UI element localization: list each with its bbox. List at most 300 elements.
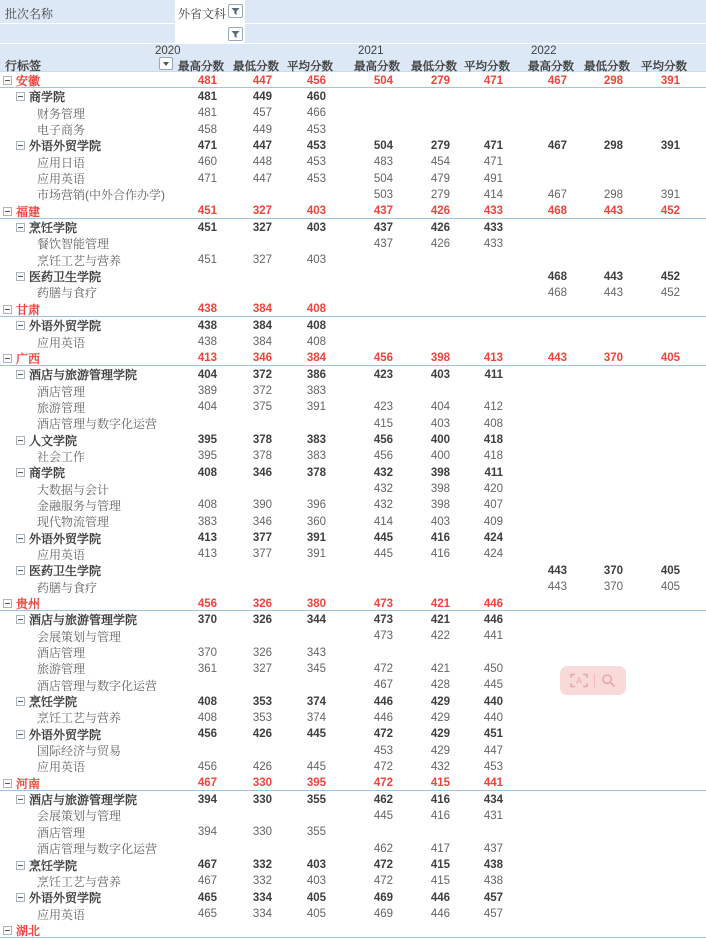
row-label: 广西 [16,351,41,366]
value-cell: 414 [373,515,393,528]
value-cell: 327 [252,205,272,218]
value-cell: 471 [483,156,503,169]
row-label: 商学院 [29,90,66,105]
table-row [0,628,706,644]
table-row [0,497,706,513]
row-label-cell [0,170,175,187]
value-cell: 383 [306,434,326,447]
collapse-icon[interactable] [3,926,12,935]
table-row [0,154,706,170]
value-cell: 374 [306,695,326,708]
value-cell: 411 [484,368,503,381]
row-label-cell [0,595,175,612]
value-cell: 378 [306,466,326,479]
search-button[interactable] [601,673,616,688]
table-row [0,824,706,840]
collapse-icon[interactable] [16,615,25,624]
value-cell: 426 [430,205,450,218]
value-cell: 447 [252,139,272,152]
row-label-cell [0,628,175,645]
row-label: 商学院 [29,466,66,481]
value-cell: 409 [483,515,503,528]
value-cell: 405 [660,581,680,594]
value-cell: 432 [373,466,393,479]
value-cell: 453 [306,172,326,185]
value-cell: 298 [603,188,623,201]
table-row [0,284,706,300]
row-label: 应用英语 [37,335,86,350]
value-cell: 460 [197,156,217,169]
value-cell: 417 [430,842,450,855]
table-row [0,791,706,807]
table-row [0,644,706,660]
value-cell: 422 [430,630,450,643]
measure-header: 最高分数 [354,60,400,73]
row-label: 福建 [16,204,41,219]
value-cell: 429 [430,728,450,741]
collapse-icon[interactable] [16,92,25,101]
table-row [0,513,706,529]
row-label-cell [0,186,175,203]
value-cell: 355 [306,793,326,806]
measure-header: 最低分数 [411,60,457,73]
value-cell: 457 [483,908,503,921]
value-cell: 403 [430,417,450,430]
row-label-cell [0,383,175,400]
row-label-cell [0,105,175,122]
value-cell: 437 [373,237,393,250]
value-cell: 432 [373,483,393,496]
value-cell: 408 [306,336,326,348]
row-label: 财务管理 [37,106,86,121]
value-cell: 446 [430,908,450,921]
value-cell: 424 [483,532,503,545]
value-cell: 395 [197,450,217,463]
value-cell: 467 [197,875,217,888]
row-labels-filter-button[interactable] [159,57,173,70]
value-cell: 437 [373,221,393,234]
value-cell: 408 [483,417,503,430]
collapse-icon[interactable] [16,436,25,445]
collapse-icon[interactable] [16,795,25,804]
row-label: 会展策划与管理 [37,809,122,824]
value-cell: 403 [306,859,326,871]
value-cell: 398 [430,466,450,479]
table-row [0,186,706,202]
value-cell: 418 [483,450,503,463]
row-label-cell [0,791,175,808]
value-cell: 445 [306,728,326,741]
row-label-cell [0,906,175,923]
value-cell: 411 [484,466,503,479]
value-cell: 472 [373,760,393,773]
value-cell: 370 [197,613,217,626]
value-cell: 389 [197,385,217,398]
row-label-cell [0,350,175,367]
value-cell: 453 [373,744,393,757]
value-cell: 429 [430,695,450,708]
value-cell: 416 [430,532,450,545]
value-cell: 403 [430,368,450,381]
collapse-icon[interactable] [16,730,25,739]
value-cell: 426 [252,728,272,741]
collapse-icon[interactable] [3,207,12,216]
row-label-cell [0,726,175,743]
value-cell: 447 [483,744,503,757]
value-cell: 279 [430,188,450,201]
row-label-cell [0,219,175,236]
value-cell: 405 [306,891,326,904]
value-cell: 438 [483,859,503,871]
value-cell: 383 [197,515,217,528]
chevron-down-icon [163,62,169,66]
measure-header: 平均分数 [641,60,687,73]
table-row [0,530,706,546]
value-cell: 403 [306,221,326,234]
value-cell: 434 [483,793,503,806]
value-cell: 405 [660,564,680,577]
value-cell: 384 [252,336,272,348]
row-label: 市场营销(中外合作办学) [37,188,165,203]
value-cell: 326 [252,613,272,626]
value-cell: 334 [252,908,272,921]
row-label: 外语外贸学院 [29,727,102,742]
report-filter-button[interactable] [228,4,243,18]
value-cell: 426 [252,760,272,773]
value-cell: 326 [252,597,272,610]
value-cell: 451 [197,221,217,234]
row-label-cell [0,72,175,89]
value-cell: 424 [483,548,503,561]
row-label-cell [0,497,175,514]
value-cell: 413 [197,352,217,365]
value-cell: 377 [252,532,272,545]
row-label-cell [0,121,175,138]
value-cell: 391 [660,139,680,152]
collapse-icon[interactable] [3,354,12,363]
row-label: 会展策划与管理 [37,629,122,644]
value-cell: 446 [483,597,503,610]
value-cell: 440 [483,695,503,708]
collapse-icon[interactable] [16,223,25,232]
value-cell: 445 [373,809,393,822]
row-label: 国际经济与贸易 [37,744,122,759]
value-cell: 472 [373,662,393,675]
value-cell: 400 [430,434,450,447]
value-cell: 445 [483,679,503,692]
row-label: 烹饪工艺与营养 [37,874,122,889]
table-row [0,235,706,251]
table-row [0,399,706,415]
value-cell: 456 [373,434,393,447]
collapse-icon[interactable] [16,534,25,543]
value-cell: 398 [430,352,450,365]
value-cell: 346 [252,466,272,479]
value-cell: 330 [252,793,272,806]
row-label-cell [0,742,175,759]
value-cell: 457 [252,107,272,120]
value-cell: 327 [252,662,272,675]
value-cell: 383 [306,385,326,398]
value-cell: 332 [252,875,272,888]
value-cell: 469 [373,891,393,904]
value-cell: 467 [373,679,393,692]
measure-header: 最高分数 [528,60,574,73]
table-row [0,350,706,366]
value-cell: 408 [197,466,217,479]
table-row [0,742,706,758]
year-label: 2020 [155,44,181,57]
collapse-icon[interactable] [3,779,12,788]
row-label-cell [0,562,175,579]
value-cell: 395 [197,434,217,447]
measure-header: 最低分数 [584,60,630,73]
value-cell: 446 [483,613,503,626]
row-label-cell [0,154,175,171]
row-label: 旅游管理 [37,662,86,677]
value-cell: 472 [373,859,393,871]
row-label: 药膳与食疗 [37,286,98,301]
value-cell: 413 [197,548,217,561]
row-label: 餐饮智能管理 [37,237,110,252]
table-row [0,137,706,153]
value-cell: 327 [252,221,272,234]
value-cell: 345 [306,662,326,675]
value-cell: 334 [252,891,272,904]
value-cell: 451 [197,254,217,267]
report-filter-row [0,0,706,24]
value-cell: 346 [252,515,272,528]
collapse-icon[interactable] [3,599,12,608]
row-label: 医药卫生学院 [29,564,102,579]
value-cell: 405 [660,352,680,365]
value-cell: 443 [547,564,567,577]
value-cell: 420 [483,483,503,496]
value-cell: 467 [547,139,567,152]
value-cell: 473 [373,630,393,643]
value-cell: 491 [483,172,503,185]
value-cell: 344 [306,613,326,626]
measure-header: 平均分数 [464,60,510,73]
value-cell: 415 [430,859,450,871]
row-label-cell [0,758,175,775]
row-label: 酒店管理 [37,384,86,399]
value-cell: 456 [306,74,326,87]
ai-scan-button[interactable] [570,673,588,688]
value-cell: 386 [306,368,326,381]
search-icon [601,673,616,688]
measure-header: 最高分数 [178,60,224,73]
collapse-icon[interactable] [16,566,25,575]
value-cell: 473 [373,597,393,610]
value-cell: 398 [430,499,450,512]
row-label-cell [0,824,175,841]
value-cell: 375 [252,401,272,414]
value-cell: 460 [306,90,326,103]
row-label: 酒店与旅游管理学院 [29,613,138,628]
row-label: 酒店管理与数字化运营 [37,678,158,693]
row-label: 旅游管理 [37,400,86,415]
row-label-cell [0,334,175,351]
row-label: 应用日语 [37,155,86,170]
row-label-cell [0,464,175,481]
value-cell: 446 [373,711,393,724]
value-cell: 407 [483,499,503,512]
row-label: 酒店管理 [37,825,86,840]
row-label: 电子商务 [37,123,86,138]
value-cell: 453 [306,156,326,169]
collapse-icon[interactable] [16,321,25,330]
collapse-icon[interactable] [16,141,25,150]
row-label: 烹饪工艺与营养 [37,253,122,268]
value-cell: 443 [603,205,623,218]
value-cell: 408 [197,499,217,512]
value-cell: 456 [373,450,393,463]
funnel-icon [231,30,240,39]
row-label: 湖北 [16,923,41,938]
table-row [0,219,706,235]
value-cell: 456 [197,760,217,773]
value-cell: 421 [430,597,450,610]
value-cell: 426 [430,221,450,234]
table-row [0,88,706,104]
measure-header: 平均分数 [287,60,333,73]
value-cell: 403 [430,515,450,528]
row-label-cell [0,448,175,465]
value-cell: 383 [306,450,326,463]
row-label: 应用英语 [37,172,86,187]
collapse-icon[interactable] [16,370,25,379]
table-row [0,366,706,382]
value-cell: 384 [252,319,272,332]
value-cell: 372 [252,385,272,398]
value-cell: 378 [252,434,272,447]
value-cell: 416 [430,809,450,822]
measure-header: 最低分数 [233,60,279,73]
value-cell: 458 [197,123,217,136]
table-row [0,121,706,137]
table-row [0,317,706,333]
value-cell: 394 [197,793,217,806]
value-cell: 450 [483,662,503,675]
row-label: 甘肃 [16,302,41,317]
row-label-cell [0,268,175,285]
row-label: 酒店与旅游管理学院 [29,368,138,383]
value-cell: 471 [483,139,503,152]
table-row [0,562,706,578]
value-cell: 472 [373,777,393,790]
row-labels-header-cell [0,57,175,74]
value-cell: 437 [483,842,503,855]
collapse-icon[interactable] [16,272,25,281]
table-row [0,301,706,317]
value-cell: 360 [306,515,326,528]
value-cell: 415 [430,777,450,790]
value-cell: 391 [306,401,326,414]
row-label: 外语外贸学院 [29,319,102,334]
row-label: 酒店管理与数字化运营 [37,417,158,432]
collapse-icon[interactable] [3,76,12,85]
row-label-cell [0,546,175,563]
row-label-cell [0,366,175,383]
secondary-filter-row [0,24,706,44]
row-label-cell [0,137,175,154]
value-cell: 503 [373,188,393,201]
value-cell: 438 [197,319,217,332]
row-label-cell [0,235,175,252]
value-cell: 384 [306,352,326,365]
value-cell: 384 [252,303,272,316]
value-cell: 441 [483,777,503,790]
row-label-cell [0,432,175,449]
collapse-icon[interactable] [16,468,25,477]
row-label: 外语外贸学院 [29,531,102,546]
value-cell: 433 [483,221,503,234]
value-cell: 453 [483,760,503,773]
table-row [0,383,706,399]
collapse-icon[interactable] [3,305,12,314]
value-cell: 394 [197,826,217,839]
value-cell: 452 [660,270,680,283]
table-row [0,693,706,709]
value-cell: 405 [306,908,326,921]
value-cell: 412 [483,401,503,414]
value-cell: 398 [430,483,450,496]
value-cell: 471 [197,139,217,152]
value-cell: 452 [660,286,680,299]
value-cell: 468 [547,205,567,218]
table-row [0,857,706,873]
value-cell: 421 [430,662,450,675]
value-cell: 469 [373,908,393,921]
table-row [0,415,706,431]
value-cell: 408 [197,695,217,708]
pivot-body [0,72,706,938]
secondary-filter-button[interactable] [228,27,243,41]
table-row [0,105,706,121]
value-cell: 438 [197,303,217,316]
value-cell: 298 [603,139,623,152]
table-row [0,464,706,480]
value-cell: 426 [430,237,450,250]
value-cell: 447 [252,74,272,87]
collapse-icon[interactable] [16,697,25,706]
value-cell: 370 [603,581,623,594]
table-row [0,889,706,905]
collapse-icon[interactable] [16,861,25,870]
pivot-header [0,0,706,72]
value-cell: 446 [373,695,393,708]
table-row [0,709,706,725]
table-row [0,579,706,595]
table-row [0,268,706,284]
row-label-cell [0,415,175,432]
value-cell: 413 [483,352,503,365]
value-cell: 441 [483,630,503,643]
value-cell: 423 [373,368,393,381]
collapse-icon[interactable] [16,893,25,902]
row-label: 金融服务与管理 [37,498,122,513]
row-label-cell [0,88,175,105]
value-cell: 456 [197,597,217,610]
value-cell: 504 [373,74,393,87]
value-cell: 445 [373,548,393,561]
value-cell: 429 [430,744,450,757]
value-cell: 433 [483,237,503,250]
value-cell: 453 [306,139,326,152]
value-cell: 343 [306,646,326,659]
row-label: 酒店管理 [37,646,86,661]
